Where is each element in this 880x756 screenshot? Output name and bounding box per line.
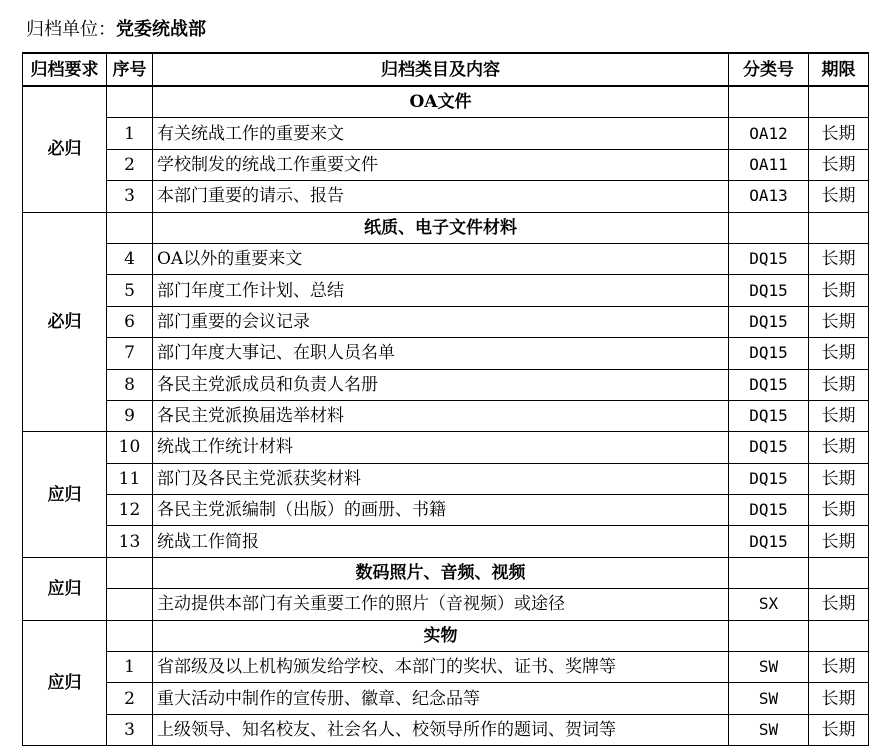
row-seq: 2 — [107, 683, 153, 714]
row-seq: 9 — [107, 400, 153, 431]
archive-unit-label: 归档单位： — [26, 19, 116, 40]
row-seq: 1 — [107, 652, 153, 683]
table-row — [23, 275, 869, 306]
archive-unit-value: 党委统战部 — [116, 19, 206, 40]
row-content: OA以外的重要来文 — [153, 243, 729, 274]
row-content: 部门重要的会议记录 — [153, 306, 729, 337]
row-content: 上级领导、知名校友、社会名人、校领导所作的题词、贺词等 — [153, 714, 729, 745]
table-row — [23, 683, 869, 714]
row-code: DQ15 — [729, 275, 809, 306]
row-content: 部门年度大事记、在职人员名单 — [153, 338, 729, 369]
table-row — [23, 714, 869, 745]
row-seq: 3 — [107, 714, 153, 745]
table-row — [23, 243, 869, 274]
row-code: DQ15 — [729, 306, 809, 337]
archive-unit-line — [26, 18, 206, 42]
section-row — [23, 557, 869, 588]
row-code: DQ15 — [729, 495, 809, 526]
section-row — [23, 86, 869, 118]
row-code: OA12 — [729, 118, 809, 149]
row-seq: 3 — [107, 181, 153, 212]
row-code: DQ15 — [729, 338, 809, 369]
row-term: 长期 — [809, 495, 869, 526]
row-content: 本部门重要的请示、报告 — [153, 181, 729, 212]
row-term: 长期 — [809, 149, 869, 180]
row-code: SW — [729, 652, 809, 683]
table-row — [23, 526, 869, 557]
row-term: 长期 — [809, 652, 869, 683]
row-code: DQ15 — [729, 432, 809, 463]
row-term: 长期 — [809, 714, 869, 745]
header-code: 分类号 — [729, 53, 809, 86]
table-row — [23, 463, 869, 494]
row-code: DQ15 — [729, 526, 809, 557]
row-seq — [107, 589, 153, 620]
row-code: DQ15 — [729, 243, 809, 274]
row-seq: 4 — [107, 243, 153, 274]
row-content: 各民主党派成员和负责人名册 — [153, 369, 729, 400]
row-term: 长期 — [809, 118, 869, 149]
row-content: 重大活动中制作的宣传册、徽章、纪念品等 — [153, 683, 729, 714]
row-term: 长期 — [809, 526, 869, 557]
row-term: 长期 — [809, 306, 869, 337]
row-term: 长期 — [809, 338, 869, 369]
table-row — [23, 432, 869, 463]
table-row — [23, 306, 869, 337]
row-term: 长期 — [809, 683, 869, 714]
row-content: 各民主党派换届选举材料 — [153, 400, 729, 431]
row-content: 部门年度工作计划、总结 — [153, 275, 729, 306]
row-seq: 7 — [107, 338, 153, 369]
section-row — [23, 620, 869, 651]
row-content: 统战工作统计材料 — [153, 432, 729, 463]
row-term: 长期 — [809, 275, 869, 306]
row-code: OA11 — [729, 149, 809, 180]
row-code: DQ15 — [729, 463, 809, 494]
row-code: SX — [729, 589, 809, 620]
header-term: 期限 — [809, 53, 869, 86]
row-term: 长期 — [809, 369, 869, 400]
table-row — [23, 369, 869, 400]
table-row — [23, 181, 869, 212]
requirement-cell: 应归 — [23, 620, 107, 746]
row-content: 各民主党派编制（出版）的画册、书籍 — [153, 495, 729, 526]
row-content: 主动提供本部门有关重要工作的照片（音视频）或途径 — [153, 589, 729, 620]
table-row — [23, 118, 869, 149]
table-row — [23, 495, 869, 526]
header-requirement: 归档要求 — [23, 53, 107, 86]
row-content: 统战工作简报 — [153, 526, 729, 557]
row-term: 长期 — [809, 432, 869, 463]
row-seq: 1 — [107, 118, 153, 149]
row-seq: 2 — [107, 149, 153, 180]
row-code: SW — [729, 683, 809, 714]
row-code: DQ15 — [729, 400, 809, 431]
header-content: 归档类目及内容 — [153, 53, 729, 86]
section-title: OA文件 — [153, 86, 729, 118]
section-title: 实物 — [153, 620, 729, 651]
requirement-cell: 必归 — [23, 86, 107, 212]
row-term: 长期 — [809, 181, 869, 212]
requirement-cell: 应归 — [23, 557, 107, 620]
row-seq: 10 — [107, 432, 153, 463]
row-content: 省部级及以上机构颁发给学校、本部门的奖状、证书、奖牌等 — [153, 652, 729, 683]
row-seq: 5 — [107, 275, 153, 306]
requirement-cell: 应归 — [23, 432, 107, 558]
archive-table — [22, 52, 869, 746]
row-code: DQ15 — [729, 369, 809, 400]
table-header-row — [23, 53, 869, 86]
row-term: 长期 — [809, 243, 869, 274]
row-seq: 11 — [107, 463, 153, 494]
row-content: 部门及各民主党派获奖材料 — [153, 463, 729, 494]
row-content: 学校制发的统战工作重要文件 — [153, 149, 729, 180]
section-title: 纸质、电子文件材料 — [153, 212, 729, 243]
table-row — [23, 400, 869, 431]
row-term: 长期 — [809, 589, 869, 620]
table-row — [23, 338, 869, 369]
header-seq: 序号 — [107, 53, 153, 86]
row-seq: 12 — [107, 495, 153, 526]
section-title: 数码照片、音频、视频 — [153, 557, 729, 588]
table-row — [23, 149, 869, 180]
table-row — [23, 589, 869, 620]
row-seq: 8 — [107, 369, 153, 400]
section-row — [23, 212, 869, 243]
row-seq: 13 — [107, 526, 153, 557]
row-term: 长期 — [809, 400, 869, 431]
row-seq: 6 — [107, 306, 153, 337]
row-content: 有关统战工作的重要来文 — [153, 118, 729, 149]
row-code: OA13 — [729, 181, 809, 212]
row-code: SW — [729, 714, 809, 745]
table-row — [23, 652, 869, 683]
row-term: 长期 — [809, 463, 869, 494]
requirement-cell: 必归 — [23, 212, 107, 432]
